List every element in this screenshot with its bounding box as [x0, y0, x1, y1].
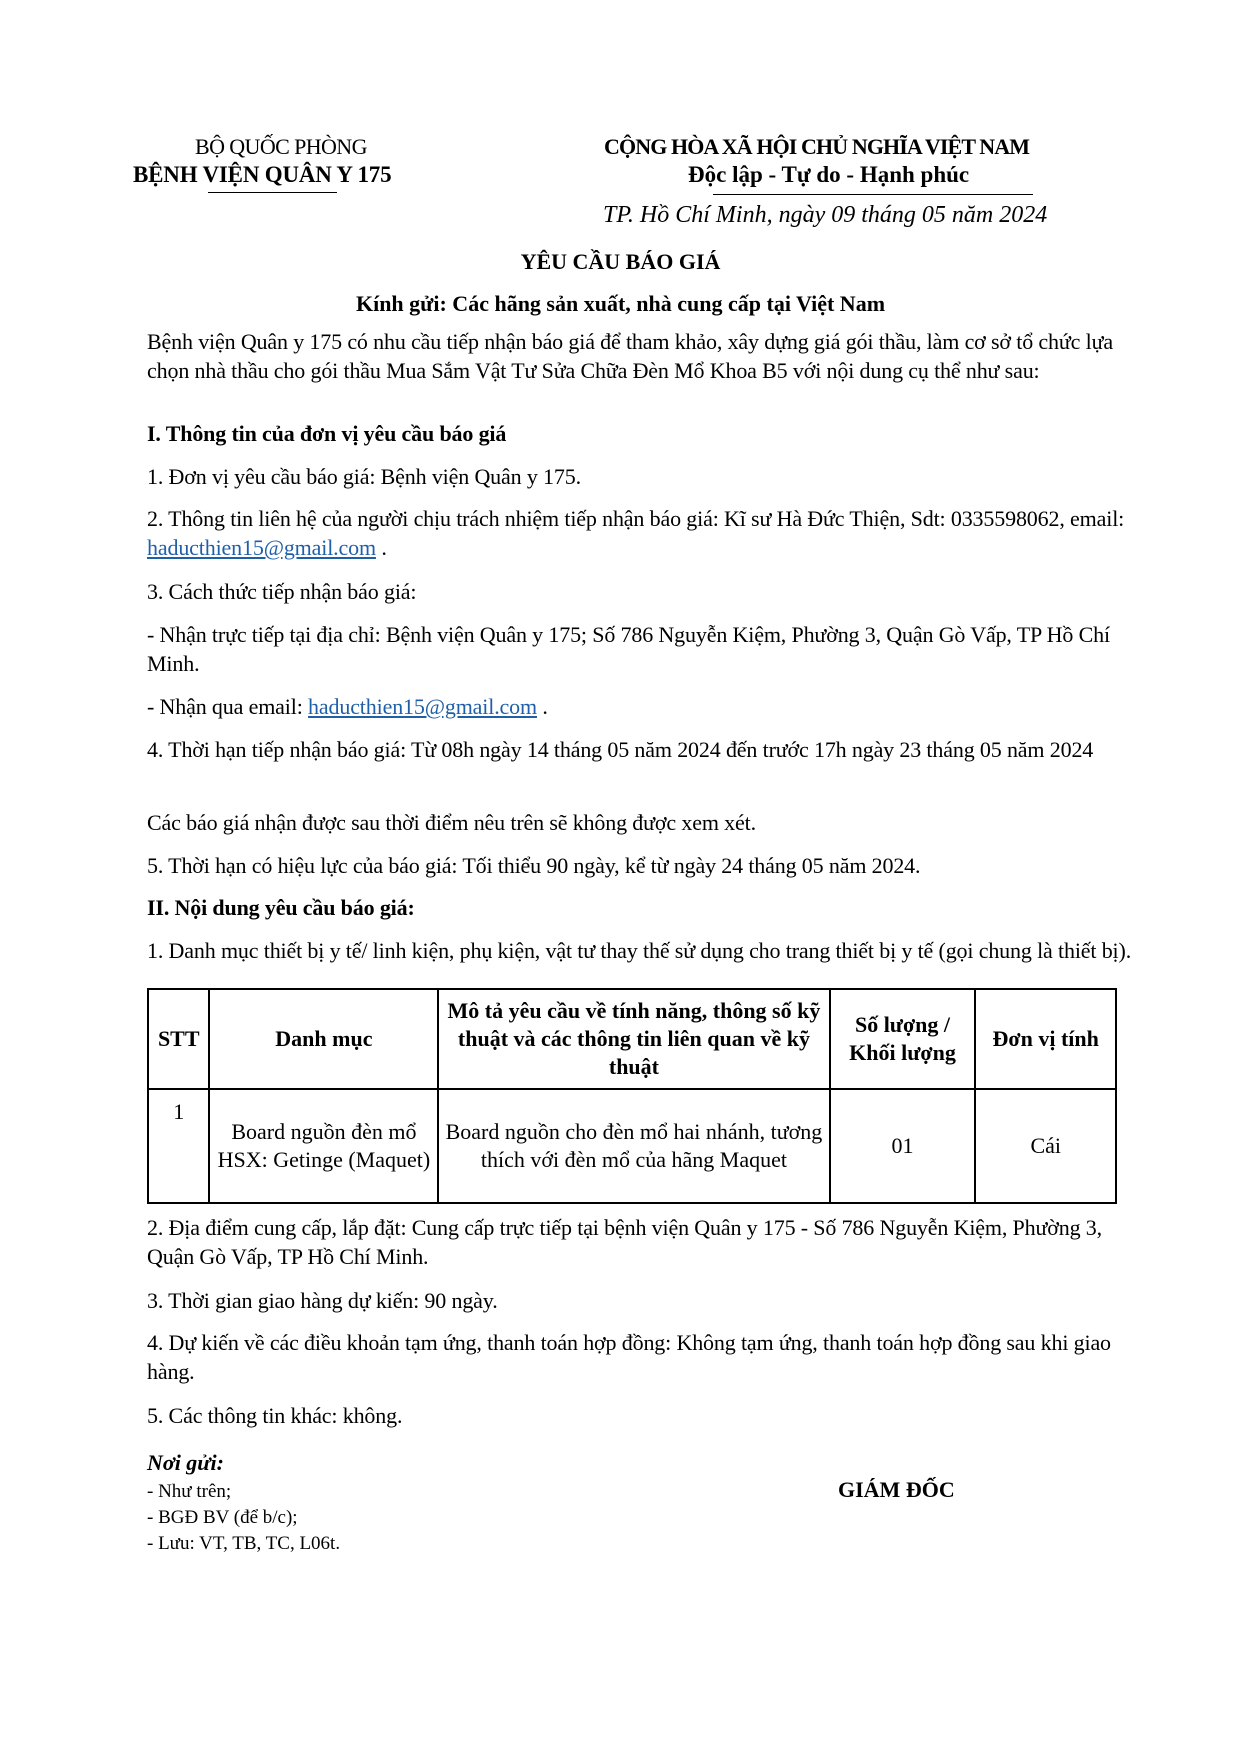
document-title: YÊU CẦU BÁO GIÁ — [520, 249, 721, 274]
signature-title: GIÁM ĐỐC — [838, 1477, 955, 1502]
national-motto: Độc lập - Tự do - Hạnh phúc — [688, 162, 970, 187]
section-2-item-5: 5. Các thông tin khác: không. — [147, 1403, 403, 1428]
section-1-item-3: 3. Cách thức tiếp nhận báo giá: — [147, 579, 417, 604]
section-1-item-5: 5. Thời hạn có hiệu lực của báo giá: Tối thiểu 90 ngày, kể từ ngày 24 tháng 05 năm 2024. — [147, 853, 921, 878]
contact-end: . — [375, 535, 387, 560]
section-2-item-1: 1. Danh mục thiết bị y tế/ linh kiện, phụ kiện, vật tư thay thế sử dụng cho trang thiết bị y tế (gọi chung là thiết bị). — [147, 938, 1132, 963]
email-label: - Nhận qua email: — [147, 694, 309, 719]
equipment-table — [147, 988, 1117, 1204]
section-1-item-3-email — [147, 692, 1137, 721]
contact-text: 2. Thông tin liên hệ của người chịu trách nhiệm tiếp nhận báo giá: Kĩ sư Hà Đức Thiện, Sdt: 0335598062, email: — [147, 506, 1125, 531]
section-2-item-3: 3. Thời gian giao hàng dự kiến: 90 ngày. — [147, 1288, 498, 1313]
section-1-item-1: 1. Đơn vị yêu cầu báo giá: Bệnh viện Quân y 175. — [147, 464, 581, 489]
email-end: . — [537, 694, 548, 719]
salutation: Kính gửi: Các hãng sản xuất, nhà cung cấp tại Việt Nam — [355, 291, 886, 316]
section-1-note: Các báo giá nhận được sau thời điểm nêu trên sẽ không được xem xét. — [147, 810, 756, 835]
section-1-item-4: 4. Thời hạn tiếp nhận báo giá: Từ 08h ngày 14 tháng 05 năm 2024 đến trước 17h ngày 23 tháng 05 năm 2024 — [147, 737, 1094, 762]
cell-unit: Cái — [975, 1089, 1116, 1203]
header-unit: Đơn vị tính — [975, 989, 1116, 1089]
header-stt: STT — [148, 989, 209, 1089]
cell-description: Board nguồn cho đèn mổ hai nhánh, tương thích với đèn mổ của hãng Maquet — [438, 1089, 829, 1203]
recipient-item: - BGĐ BV (để b/c); — [147, 1507, 298, 1528]
section-1-heading: I. Thông tin của đơn vị yêu cầu báo giá — [147, 421, 507, 446]
table-row — [148, 1089, 1116, 1203]
cell-quantity: 01 — [830, 1089, 976, 1203]
motto-underline — [713, 194, 1033, 195]
section-1-item-3-direct: - Nhận trực tiếp tại địa chỉ: Bệnh viện Quân y 175; Số 786 Nguyễn Kiệm, Phường 3, Quận Gò Vấp, TP Hồ Chí Minh. — [147, 622, 1110, 676]
recipient-item: - Như trên; — [147, 1481, 232, 1502]
header-category: Danh mục — [209, 989, 438, 1089]
country-name: CỘNG HÒA XÃ HỘI CHỦ NGHĨA VIỆT NAM — [604, 134, 1030, 159]
email-link[interactable]: haducthien15@gmail.com — [147, 535, 376, 560]
hospital-underline — [208, 192, 337, 193]
section-2-heading: II. Nội dung yêu cầu báo giá: — [147, 895, 415, 920]
section-1-item-2 — [147, 504, 1137, 562]
header-quantity: Số lượng / Khối lượng — [830, 989, 976, 1089]
ministry-name: BỘ QUỐC PHÒNG — [195, 134, 367, 159]
section-2-item-2: 2. Địa điểm cung cấp, lắp đặt: Cung cấp trực tiếp tại bệnh viện Quân y 175 - Số 786 Nguyễn Kiệm, Phường 3, Quận Gò Vấp, TP Hồ Chí Minh. — [147, 1215, 1103, 1269]
recipients-title: Nơi gửi: — [147, 1450, 224, 1475]
recipient-item: - Lưu: VT, TB, TC, L06t. — [147, 1533, 341, 1554]
header-description: Mô tả yêu cầu về tính năng, thông số kỹ thuật và các thông tin liên quan về kỹ thuật — [438, 989, 829, 1089]
email-link-2[interactable]: haducthien15@gmail.com — [308, 694, 537, 719]
cell-stt: 1 — [148, 1089, 209, 1203]
cell-category: Board nguồn đèn mổ HSX: Getinge (Maquet) — [209, 1089, 438, 1203]
hospital-name: BỆNH VIỆN QUÂN Y 175 — [133, 162, 392, 187]
intro-paragraph: Bệnh viện Quân y 175 có nhu cầu tiếp nhận báo giá để tham khảo, xây dựng giá gói thầu, làm cơ sở tổ chức lựa chọn nhà thầu cho gói thầu Mua Sắm Vật Tư Sửa Chữa Đèn Mổ Khoa B5 với nội dung cụ thể như sau: — [147, 329, 1113, 383]
place-date: TP. Hồ Chí Minh, ngày 09 tháng 05 năm 2024 — [603, 202, 1048, 228]
table-header-row — [148, 989, 1116, 1089]
section-2-item-4: 4. Dự kiến về các điều khoản tạm ứng, thanh toán hợp đồng: Không tạm ứng, thanh toán hợp đồng sau khi giao hàng. — [147, 1330, 1111, 1384]
